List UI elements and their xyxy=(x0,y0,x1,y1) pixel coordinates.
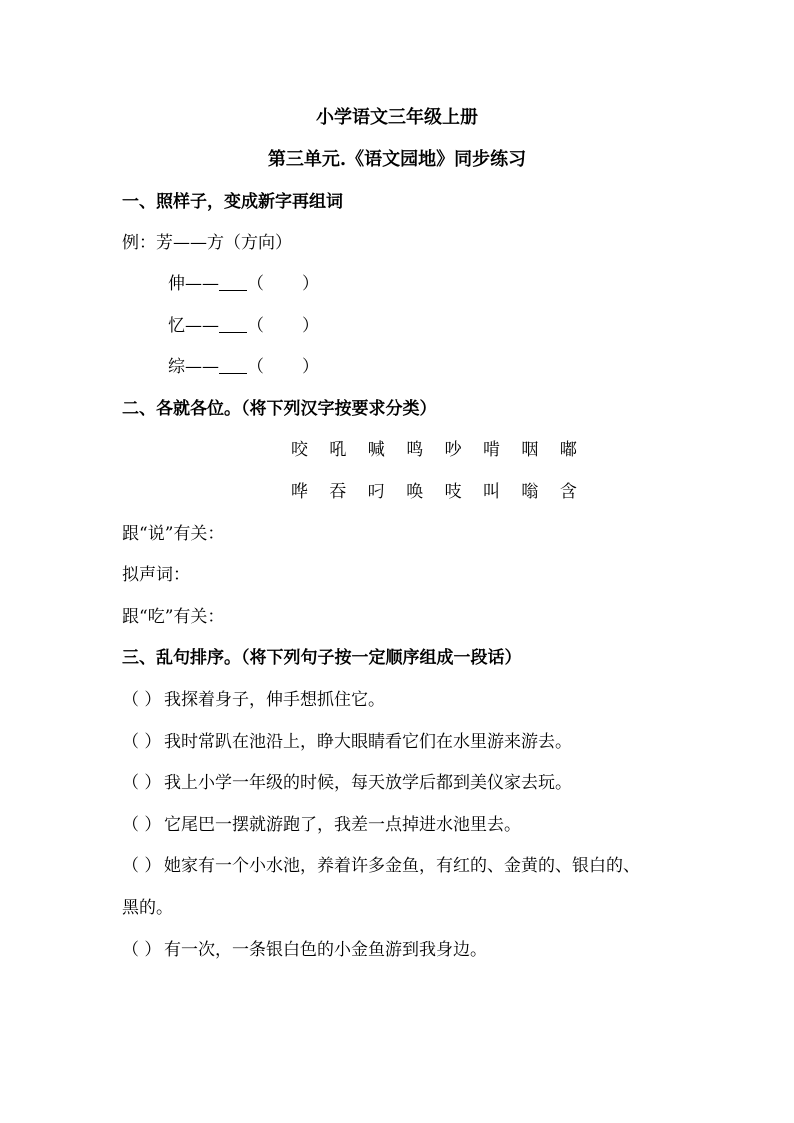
open-paren: （ xyxy=(247,357,264,377)
close-paren: ） xyxy=(302,357,319,377)
section1-item-1 xyxy=(168,272,319,296)
sentence-row xyxy=(122,730,572,754)
sentence-row xyxy=(122,854,640,878)
order-box[interactable]: （ ） xyxy=(122,856,162,876)
char-row-2: 哗 吞 叼 唤 吱 叫 嗡 含 xyxy=(291,482,585,502)
section1-example: 例：芳——方（方向） xyxy=(122,233,292,253)
open-paren: （ xyxy=(247,274,264,294)
section3-heading: 三、乱句排序。（将下列句子按一定顺序组成一段话） xyxy=(122,648,522,668)
order-box[interactable]: （ ） xyxy=(122,815,162,835)
answer-blank[interactable] xyxy=(219,314,247,333)
open-paren: （ xyxy=(247,316,264,336)
sentence-continuation: 黑的。 xyxy=(122,898,173,918)
order-box[interactable]: （ ） xyxy=(122,690,162,710)
sentence-text: 它尾巴一摆就游跑了，我差一点掉进水池里去。 xyxy=(164,815,521,835)
close-paren: ） xyxy=(302,274,319,294)
section1-item-2 xyxy=(168,314,319,338)
order-box[interactable]: （ ） xyxy=(122,732,162,752)
section1-item-3 xyxy=(168,355,319,379)
item-char: 忆—— xyxy=(168,316,219,336)
section1-heading: 一、照样子，变成新字再组词 xyxy=(122,192,343,212)
section2-heading: 二、各就各位。（将下列汉字按要求分类） xyxy=(122,399,437,419)
item-char: 综—— xyxy=(168,357,219,377)
item-char: 伸—— xyxy=(168,274,219,294)
order-box[interactable]: （ ） xyxy=(122,940,162,960)
answer-blank[interactable] xyxy=(219,355,247,374)
sentence-row xyxy=(122,813,521,837)
sentence-text: 她家有一个小水池，养着许多金鱼，有红的、金黄的、银白的、 xyxy=(164,856,640,876)
page-title: 小学语文三年级上册 xyxy=(316,107,478,128)
sentence-text: 我上小学一年级的时候，每天放学后都到美仪家去玩。 xyxy=(164,773,572,793)
sentence-row xyxy=(122,938,487,962)
answer-blank[interactable] xyxy=(219,272,247,291)
category-onomatopoeia: 拟声词： xyxy=(122,565,190,585)
char-row-1: 咬 吼 喊 鸣 吵 啃 咽 嘟 xyxy=(291,440,585,460)
sentence-row xyxy=(122,771,572,795)
sentence-text: 有一次，一条银白色的小金鱼游到我身边。 xyxy=(164,940,487,960)
sentence-text: 我探着身子，伸手想抓住它。 xyxy=(164,690,385,710)
category-say: 跟“说”有关： xyxy=(122,524,225,544)
sentence-text: 我时常趴在池沿上，睁大眼睛看它们在水里游来游去。 xyxy=(164,732,572,752)
category-eat: 跟“吃”有关： xyxy=(122,607,225,627)
close-paren: ） xyxy=(302,316,319,336)
page-subtitle: 第三单元.《语文园地》同步练习 xyxy=(267,149,527,170)
sentence-row xyxy=(122,688,385,712)
order-box[interactable]: （ ） xyxy=(122,773,162,793)
